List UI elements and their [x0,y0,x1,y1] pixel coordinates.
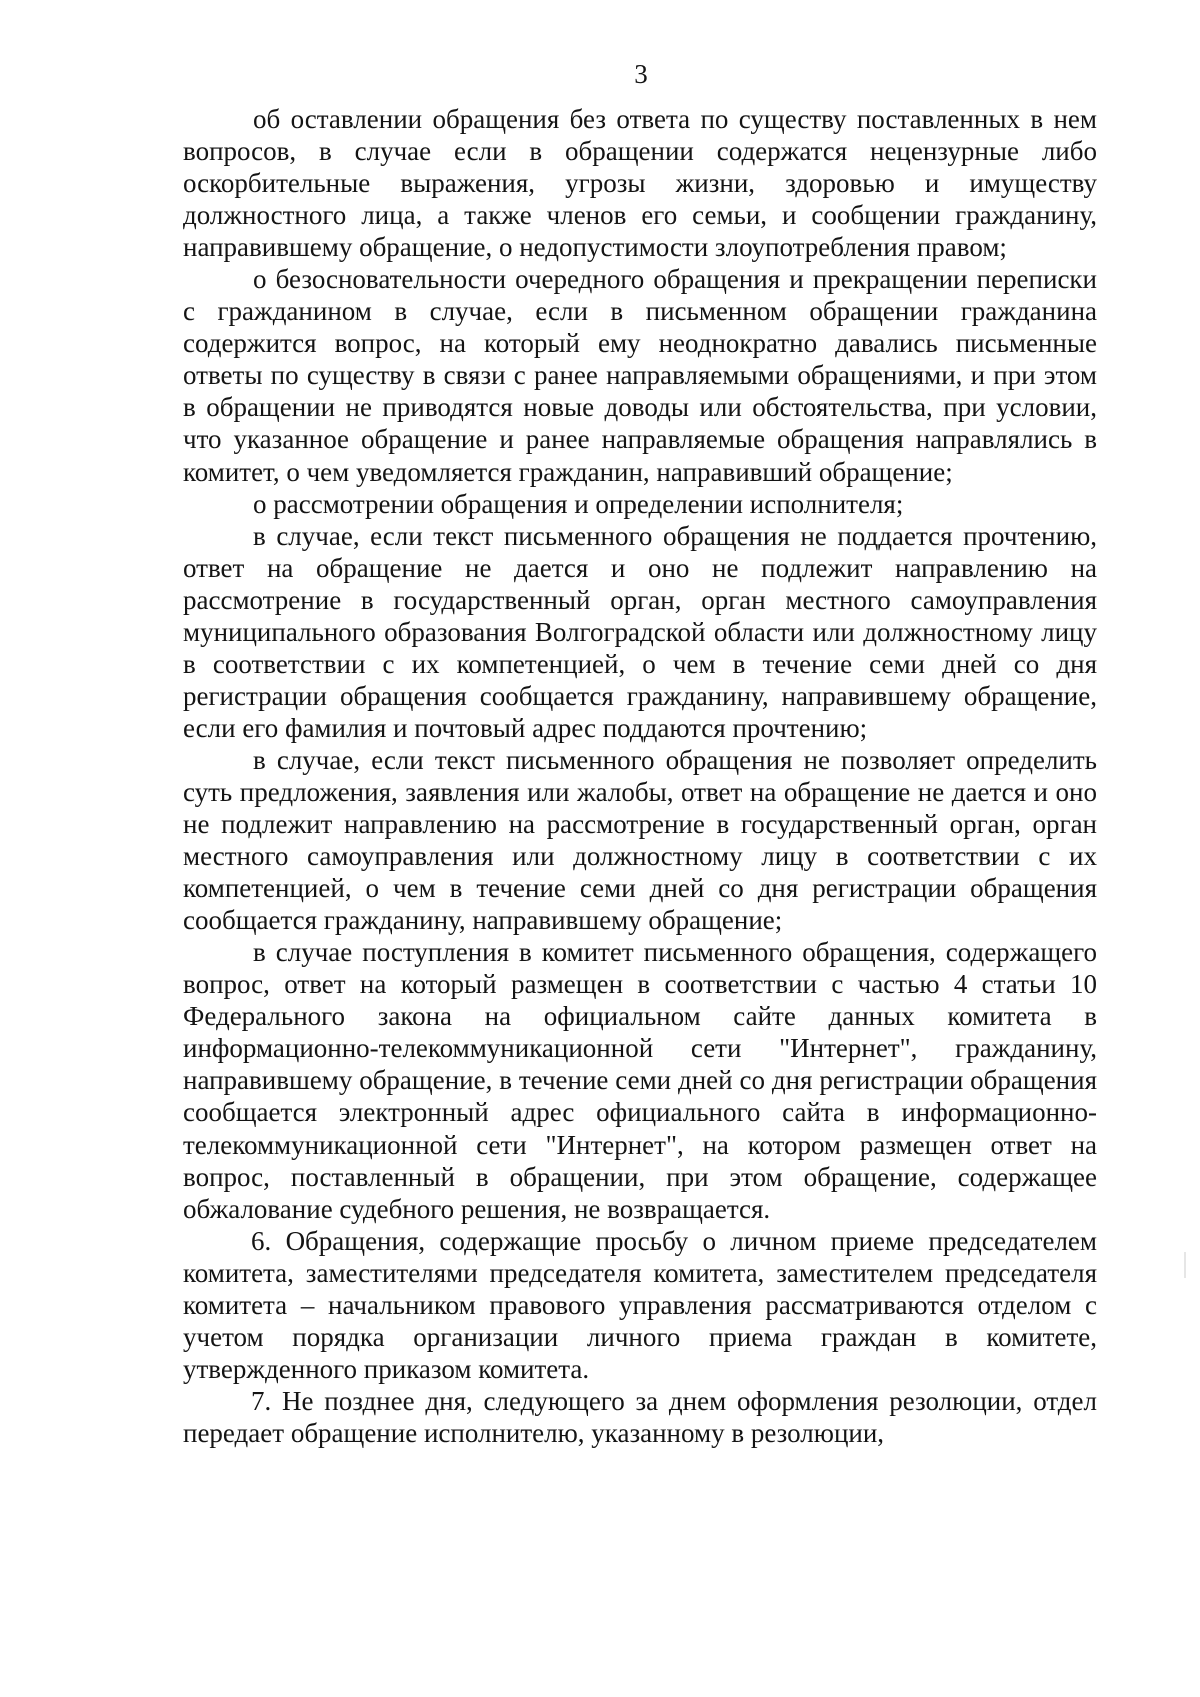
paragraph-leave-without-answer: об оставлении обращения без ответа по существу поставленных в нем вопросов, в случае если в обращении содержатся нецензурные либо оскорбительные выражения, угрозы жизни, здоровью и имуществу должностного лица, а также членов его семьи, и сообщении гражданину, направившему обращение, о недопустимости злоупотребления правом; [183,104,1097,263]
paragraph-groundlessness: о безосновательности очередного обращения и прекращении переписки с гражданином в случае, если в письменном обращении гражданина содержится вопрос, на который ему неоднократно давались письменные ответы по существу в связи с ранее направляемыми обращениями, и при этом в обращении не приводятся новые доводы или обстоятельства, при условии, что указанное обращение и ранее направляемые обращения направлялись в комитет, о чем уведомляется гражданин, направивший обращение; [183,264,1097,487]
document-body [183,103,1097,1449]
paragraph-answer-published: в случае поступления в комитет письменного обращения, содержащего вопрос, ответ на который размещен в соответствии с частью 4 статьи 10 Федерального закона на официальном сайте данных комитета в информационно-телекоммуникационной сети "Интернет", гражданину, направившему обращение, в течение семи дней со дня регистрации обращения сообщается электронный адрес официального сайта в информационно-телекоммуникационной сети "Интернет", на котором размещен ответ на вопрос, поставленный в обращении, при этом обращение, содержащее обжалование судебного решения, не возвращается. [183,937,1097,1224]
paragraph-unreadable-text: в случае, если текст письменного обращения не поддается прочтению, ответ на обращение не дается и оно не подлежит направлению на рассмотрение в государственный орган, орган местного самоуправления муниципального образования Волгоградской области или должностному лицу в соответствии с их компетенцией, о чем в течение семи дней со дня регистрации обращения сообщается гражданину, направившему обращение, если его фамилия и почтовый адрес поддаются прочтению; [183,520,1097,743]
paragraph-item-6: 6. Обращения, содержащие просьбу о личном приеме председателем комитета, заместителями председателя комитета, заместителем председателя комитета – начальником правового управления рассматриваются отделом с учетом порядка организации личного приема граждан в комитете, утвержденного приказом комитета. [183,1225,1097,1384]
scan-artifact [1184,1252,1186,1278]
paragraph-consideration: о рассмотрении обращения и определении исполнителя; [253,488,904,519]
paragraph-unclear-essence: в случае, если текст письменного обращения не позволяет определить суть предложения, заявления или жалобы, ответ на обращение не дается и оно не подлежит направлению на рассмотрение в государственный орган, орган местного самоуправления или должностному лицу в соответствии с их компетенцией, о чем в течение семи дней со дня регистрации обращения сообщается гражданину, направившему обращение; [183,744,1097,936]
paragraph-item-7: 7. Не позднее дня, следующего за днем оформления резолюции, отдел передает обращение исполнителю, указанному в резолюции, [183,1385,1097,1448]
page-number: 3 [634,59,648,89]
